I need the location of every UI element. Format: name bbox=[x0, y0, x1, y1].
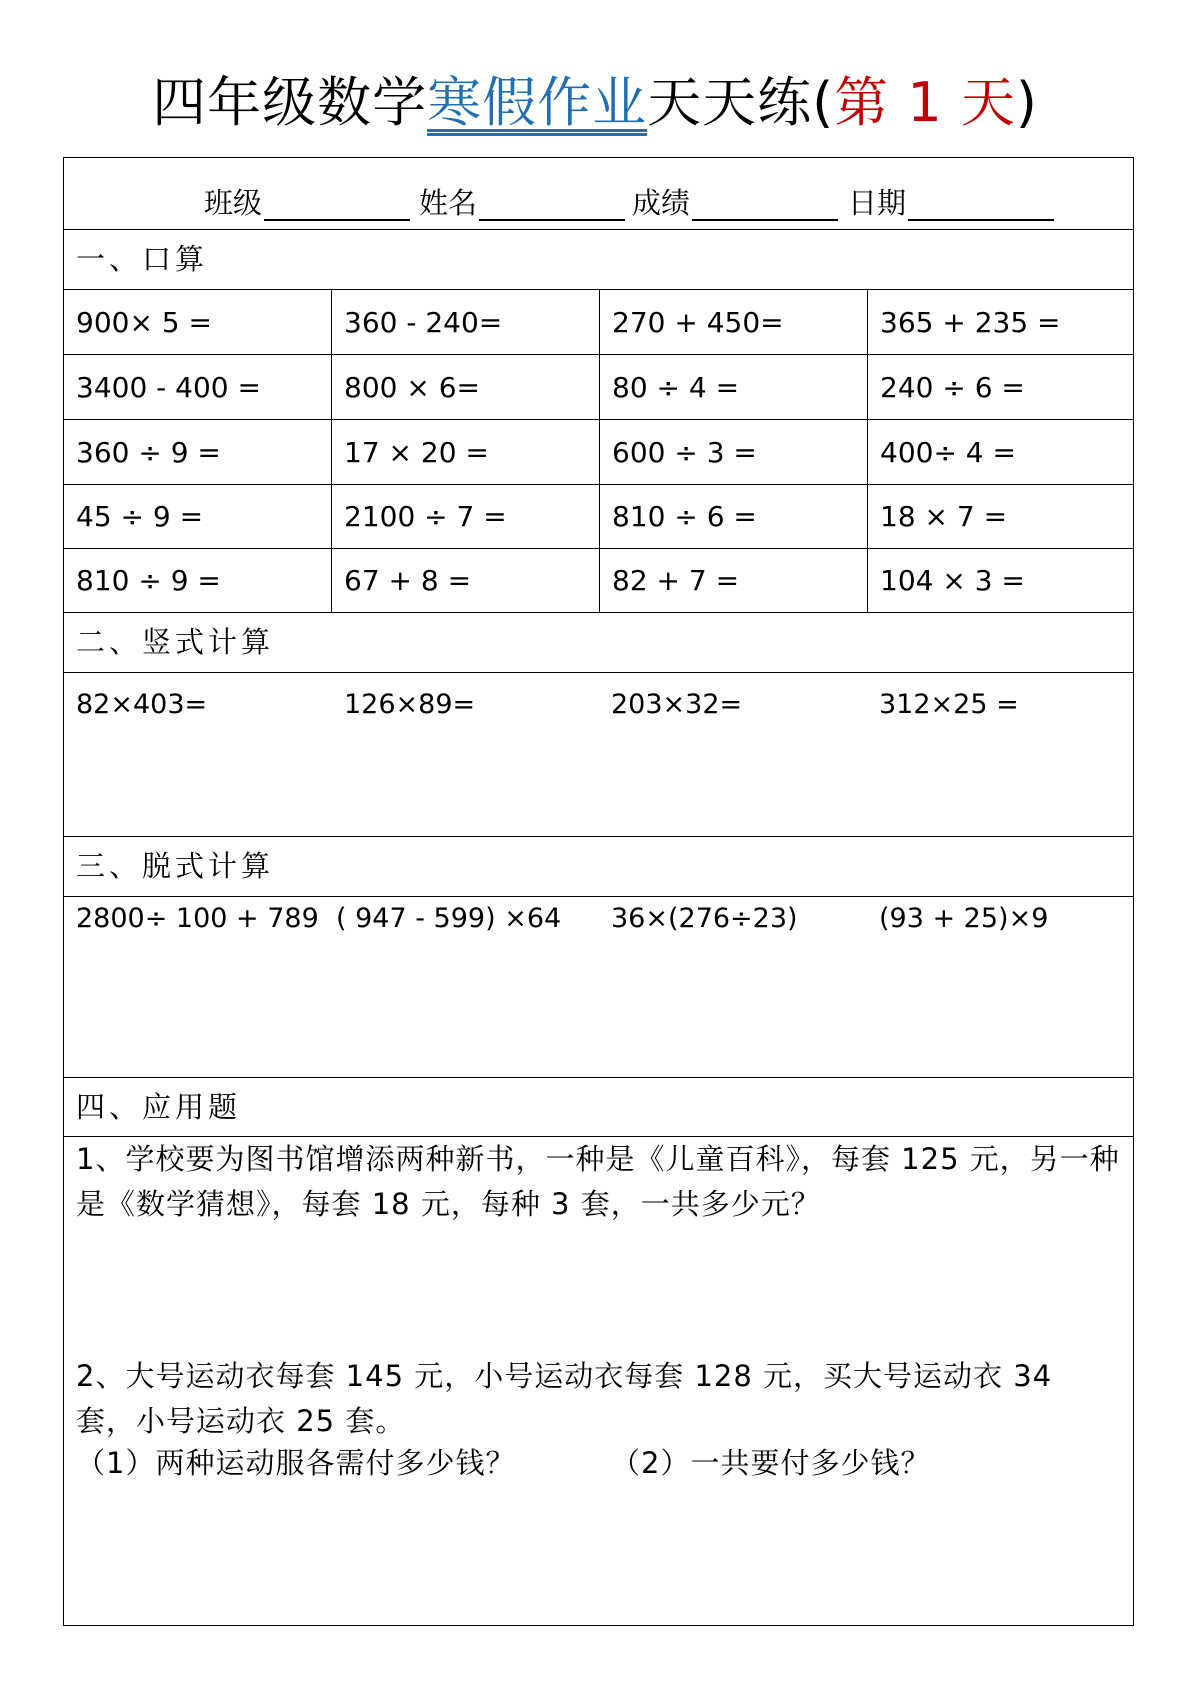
stepwise-item: ( 947 - 599) ×64 bbox=[336, 903, 562, 934]
title-day: 第 1 天 bbox=[834, 71, 1016, 134]
oral-cell: 82 + 7 = bbox=[599, 549, 867, 612]
class-field[interactable] bbox=[204, 185, 410, 221]
section-stepwise-body bbox=[64, 897, 1133, 1078]
oral-cell: 270 + 450= bbox=[599, 290, 867, 354]
oral-cell: 67 + 8 = bbox=[331, 549, 599, 612]
section-word-body bbox=[64, 1137, 1133, 1625]
oral-cell: 365 + 235 = bbox=[867, 290, 1135, 354]
stepwise-item: (93 + 25)×9 bbox=[879, 903, 1049, 934]
section-vertical-heading: 二、竖式计算 bbox=[76, 625, 275, 659]
oral-cell: 900× 5 = bbox=[76, 305, 212, 339]
stepwise-item: 2800÷ 100 + 789 bbox=[76, 903, 319, 934]
title-suffix: ) bbox=[1015, 71, 1038, 134]
class-blank[interactable] bbox=[264, 191, 410, 221]
date-label: 日期 bbox=[848, 186, 907, 220]
title-prefix: 四年级数学 bbox=[152, 71, 428, 134]
section-vertical-header bbox=[64, 613, 1133, 673]
oral-cell: 360 ÷ 9 = bbox=[76, 435, 221, 469]
score-blank[interactable] bbox=[692, 191, 838, 221]
vertical-item: 203×32= bbox=[611, 689, 743, 720]
section-vertical-body bbox=[64, 673, 1133, 837]
oral-row bbox=[64, 549, 1133, 613]
section-word-header bbox=[64, 1078, 1133, 1137]
word-problem-2-sub-2: （2）一共要付多少钱？ bbox=[611, 1446, 931, 1480]
score-field[interactable] bbox=[632, 185, 838, 221]
oral-row bbox=[64, 290, 1133, 355]
word-problem-1: 1、学校要为图书馆增添两种新书，一种是《儿童百科》，每套 125 元，另一种是《数学猜想》，每套 18 元，每种 3 套，一共多少元？ bbox=[76, 1142, 1120, 1221]
date-blank[interactable] bbox=[908, 191, 1054, 221]
word-problem-2-sub-1: （1）两种运动服各需付多少钱？ bbox=[76, 1446, 516, 1480]
oral-row bbox=[64, 485, 1133, 549]
oral-cell: 600 ÷ 3 = bbox=[599, 420, 867, 484]
oral-cell: 810 ÷ 6 = bbox=[599, 485, 867, 548]
oral-cell: 17 × 20 = bbox=[331, 420, 599, 484]
name-field[interactable] bbox=[419, 185, 625, 221]
vertical-item: 126×89= bbox=[344, 689, 476, 720]
score-label: 成绩 bbox=[632, 186, 691, 220]
page-title bbox=[0, 68, 1190, 138]
title-middle: 天天练( bbox=[647, 71, 835, 134]
stepwise-item: 36×(276÷23) bbox=[611, 903, 798, 934]
worksheet bbox=[63, 157, 1134, 1626]
oral-cell: 2100 ÷ 7 = bbox=[331, 485, 599, 548]
student-info-row bbox=[64, 158, 1133, 230]
oral-cell: 45 ÷ 9 = bbox=[76, 500, 204, 533]
oral-cell: 360 - 240= bbox=[331, 290, 599, 354]
section-stepwise-heading: 三、脱式计算 bbox=[76, 849, 275, 883]
oral-cell: 240 ÷ 6 = bbox=[867, 355, 1135, 419]
vertical-item: 82×403= bbox=[76, 689, 208, 720]
date-field[interactable] bbox=[848, 185, 1054, 221]
section-oral-header bbox=[64, 230, 1133, 290]
section-word-heading: 四、应用题 bbox=[76, 1090, 242, 1124]
vertical-item: 312×25 = bbox=[879, 689, 1019, 720]
name-label: 姓名 bbox=[419, 186, 478, 220]
class-label: 班级 bbox=[204, 186, 263, 220]
oral-cell: 810 ÷ 9 = bbox=[76, 564, 221, 597]
oral-cell: 18 × 7 = bbox=[867, 485, 1135, 548]
oral-row bbox=[64, 355, 1133, 420]
oral-cell: 400÷ 4 = bbox=[867, 420, 1135, 484]
name-blank[interactable] bbox=[479, 191, 625, 221]
oral-cell: 3400 - 400 = bbox=[76, 370, 261, 404]
word-problem-2: 2、大号运动衣每套 145 元，小号运动衣每套 128 元，买大号运动衣 34 套，小号运动衣 25 套。 bbox=[76, 1359, 1053, 1438]
oral-row bbox=[64, 420, 1133, 485]
section-oral-heading: 一、口算 bbox=[76, 242, 209, 276]
oral-cell: 80 ÷ 4 = bbox=[599, 355, 867, 419]
oral-cell: 800 × 6= bbox=[331, 355, 599, 419]
section-stepwise-header bbox=[64, 837, 1133, 897]
title-highlight: 寒假作业 bbox=[427, 71, 648, 134]
oral-cell: 104 × 3 = bbox=[867, 549, 1135, 612]
